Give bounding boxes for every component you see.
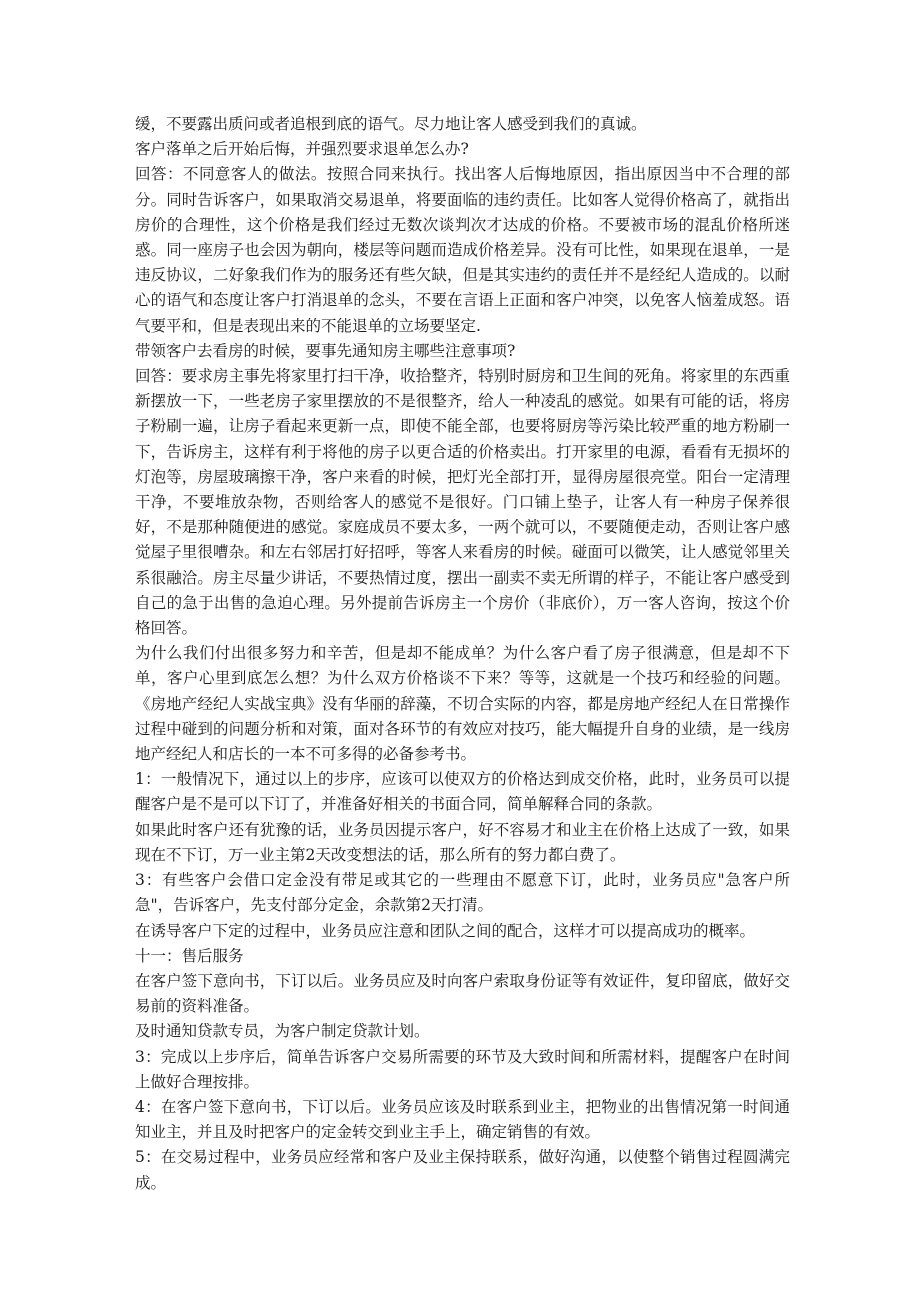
paragraph-intro-tail: 缓，不要露出质问或者追根到底的语气。尽力地让客人感受到我们的真诚。 [135,115,647,133]
document-body [135,112,790,1196]
question-viewing: 带领客户去看房的时候，要事先通知房主哪些注意事项? [135,341,516,360]
paragraph-teamwork: 在诱导客户下定的过程中，业务员应注意和团队之间的配合，这样才可以提高成功的概率。 [135,921,756,940]
step-3-schedule: 3：完成以上步序后，简单告诉客户交易所需要的环节及大致时间和所需材料，提醒客户在时间上做好合理按排。 [135,1047,790,1091]
paragraph-book-promo: 为什么我们付出很多努力和辛苦，但是却不能成单？为什么客户看了房子很满意，但是却不下单，客户心里到底怎么想？为什么双方价格谈不下来？等等，这就是一个技巧和经验的问题。《房地产经纪人实战宝典》没有华丽的辞藻，不切合实际的内容，都是房地产经纪人在日常操作过程中碰到的问题分析和对策，面对各环节的有效应对技巧，能大幅提升自身的业绩，是一线房地产经纪人和店长的一本不可多得的必备参考书。 [135,644,790,764]
paragraph-loan: 及时通知贷款专员，为客户制定贷款计划。 [135,1022,430,1041]
step-3-deposit: 3：有些客户会借口定金没有带足或其它的一些理由不愿意下订，此时，业务员应"急客户所急"，告诉客户，先支付部分定金，余款第2天打清。 [135,871,790,915]
step-4-notify-owner: 4：在客户签下意向书，下订以后。业务员应该及时联系到业主，把物业的出售情况第一时间通知业主，并且及时把客户的定金转交到业主手上，确定销售的有效。 [135,1097,790,1142]
section-heading-after-sales: 十一：售后服务 [135,946,244,965]
answer-refund: 回答：不同意客人的做法。按照合同来执行。找出客人后悔地原因，指出原因当中不合理的部分。同时告诉客户，如果取消交易退单，将要面临的违约责任。比如客人觉得价格高了，就指出房价的合理性，这个价格是我们经过无数次谈判次才达成的价格。不要被市场的混乱价格所迷惑。同一座房子也会因为朝向，楼层等问题而造成价格差异。没有可比性，如果现在退单，一是违反协议，二好象我们作为的服务还有些欠缺，但是其实违约的责任并不是经纪人造成的。以耐心的语气和态度让客户打消退单的念头，不要在言语上正面和客户冲突，以免客人恼羞成怒。语气要平和，但是表现出来的不能退单的立场要坚定. [135,165,790,335]
answer-viewing: 回答：要求房主事先将家里打扫干净，收拾整齐，特别时厨房和卫生间的死角。将家里的东西重新摆放一下，一些老房子家里摆放的不是很整齐，给人一种凌乱的感觉。如果有可能的话，将房子粉刷一遍，让房子看起来更新一点，即使不能全部，也要将厨房等污染比较严重的地方粉刷一下，告诉房主，这样有利于将他的房子以更合适的价格卖出。打开家里的电源，看看有无损坏的灯泡等，房屋玻璃擦干净，客户来看的时候，把灯光全部打开，显得房屋很亮堂。阳台一定清理干净，不要堆放杂物，否则给客人的感觉不是很好。门口铺上垫子，让客人有一种房子保养很好，不是那种随便进的感觉。家庭成员不要太多，一两个就可以，不要随便走动，否则让客户感觉屋子里很嘈杂。和左右邻居打好招呼，等客人来看房的时候。碰面可以微笑，让人感觉邻里关系很融洽。房主尽量少讲话，不要热情过度，摆出一副卖不卖无所谓的样子，不能让客户感受到自己的急于出售的急迫心理。另外提前告诉房主一个房价（非底价），万一客人咨询，按这个价格回答。 [135,367,790,638]
paragraph-documents: 在客户签下意向书，下订以后。业务员应及时向客户索取身份证等有效证件，复印留底，做好交易前的资料准备。 [135,971,790,1016]
step-1-closing: 1：一般情况下，通过以上的步序，应该可以使双方的价格达到成交价格，此时，业务员可以提醒客户是不是可以下订了，并准备好相关的书面合同，简单解释合同的条款。 [135,770,790,814]
paragraph-hesitation: 如果此时客户还有犹豫的话，业务员因提示客户，好不容易才和业主在价格上达成了一致，如果现在不下订，万一业主第2天改变想法的话，那么所有的努力都白费了。 [135,820,790,864]
step-5-communication: 5：在交易过程中，业务员应经常和客户及业主保持联系，做好沟通，以使整个销售过程圆满完成。 [135,1148,790,1192]
question-refund: 客户落单之后开始后悔，并强烈要求退单怎么办? [135,140,469,159]
